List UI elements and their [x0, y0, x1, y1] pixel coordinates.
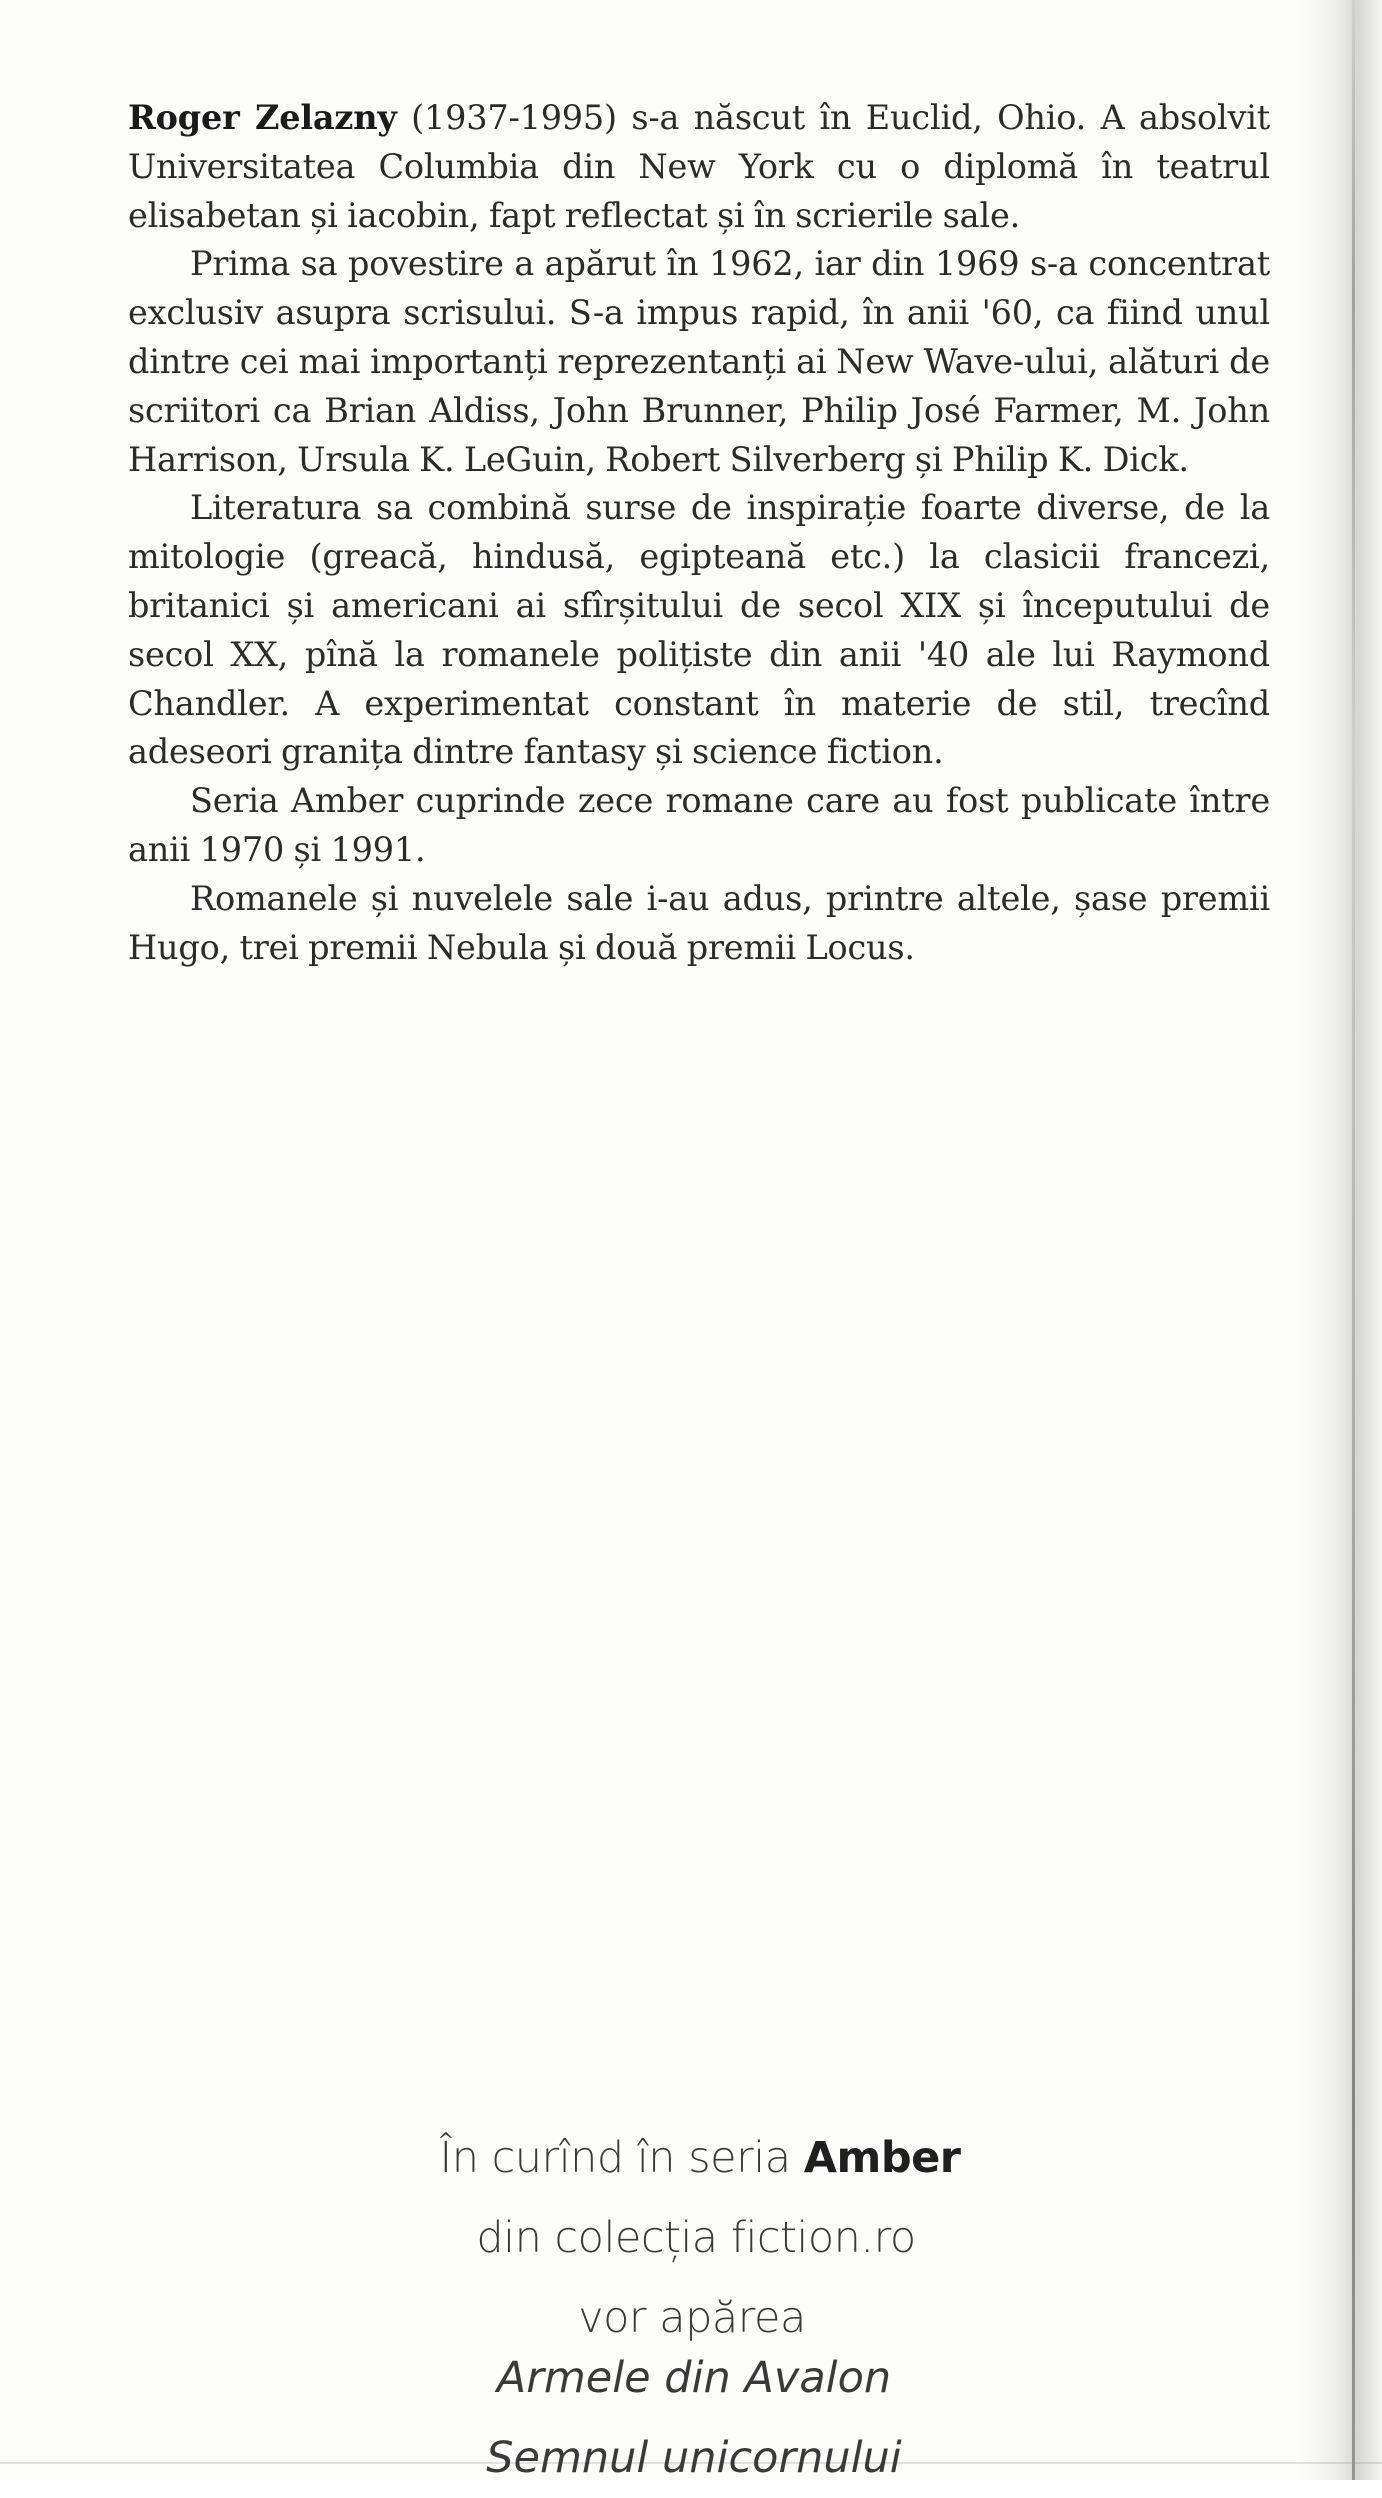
bio-paragraph-3: Literatura sa combină surse de inspirație foarte diverse, de la mitologie (greacă, hindusă, egipteană etc.) la clasicii francezi, britanici și americani ai sfîrșitului de secol XIX și începutului de secol XX, pînă la romanele polițiste din anii '40 ale lui Raymond Chandler. A experimentat constant în materie de stil, trecînd adeseori granița dintre fantasy și science fiction.	[128, 488, 1270, 772]
announcement-prefix: În curînd în seria	[439, 2133, 804, 2183]
bio-paragraph-1-text: (1937-1995) s-a născut în Euclid, Ohio. A absolvit Universitatea Columbia din New York cu o diplomă în teatrul elisabetan și iacobin, fapt reflectat și în scrierile sale.	[128, 98, 1270, 235]
bio-paragraph-4: Seria Amber cuprinde zece romane care au fost publicate între anii 1970 și 1991.	[128, 781, 1270, 869]
announcement-line-3: vor apărea	[578, 2293, 806, 2343]
author-name: Roger Zelazny	[128, 98, 397, 137]
bio-paragraph-1	[128, 94, 1270, 240]
book-title: Armele din Avalon	[496, 2353, 892, 2403]
announcement-line-1	[0, 2118, 1382, 2198]
bio-paragraph-5: Romanele și nuvelele sale i-au adus, printre altele, șase premii Hugo, trei premii Nebula și două premii Locus.	[128, 878, 1270, 967]
series-name: Amber	[803, 2133, 961, 2183]
spine-edge-line	[1352, 0, 1355, 2480]
author-biography	[128, 94, 1270, 972]
announcement-line-2: din colecția fiction.ro	[476, 2213, 916, 2263]
upcoming-book-titles	[0, 2338, 1382, 2498]
upcoming-announcement	[0, 2118, 1382, 2358]
book-title: Semnul unicornului	[486, 2433, 902, 2483]
spine-shadow	[1300, 0, 1382, 2480]
bio-paragraph-2: Prima sa povestire a apărut în 1962, iar din 1969 s-a concentrat exclusiv asupra scrisului. S-a impus rapid, în anii '60, ca fiind unul dintre cei mai importanți reprezentanți ai New Wave-ului, alături de scriitori ca Brian Aldiss, John Brunner, Philip José Farmer, M. John Harrison, Ursula K. LeGuin, Robert Silverberg și Philip K. Dick.	[128, 244, 1270, 479]
